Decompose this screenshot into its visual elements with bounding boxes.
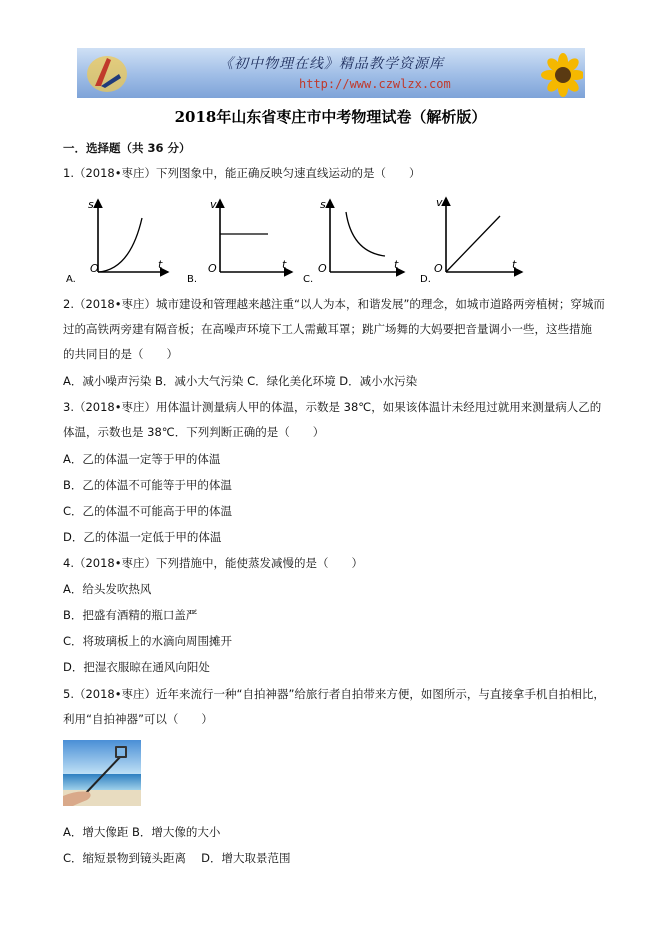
- question-3-option-c: C．乙的体温不可能高于甲的体温: [63, 504, 233, 518]
- graph-b: [187, 198, 292, 285]
- graph-d-xlabel: t: [512, 258, 517, 271]
- question-5-line-2: 利用“自拍神器”可以（ ）: [63, 712, 213, 726]
- selfie-stick-photo: [63, 740, 141, 806]
- question-5-options-2: C．缩短景物到镜头距离 D．增大取景范围: [63, 851, 291, 865]
- question-4-option-b: B．把盛有酒精的瓶口盖严: [63, 608, 198, 622]
- banner-url: http://www.czwlzx.com: [299, 77, 451, 91]
- question-5-options-1: A．增大像距 B．增大像的大小: [63, 825, 221, 839]
- question-3-line-2: 体温，示数也是 38℃．下列判断正确的是（ ）: [63, 425, 325, 439]
- question-3-option-b: B．乙的体温不可能等于甲的体温: [63, 478, 232, 492]
- sunflower-icon: [525, 52, 583, 98]
- question-1-graphs: [60, 190, 530, 286]
- graph-d-origin: O: [434, 262, 443, 275]
- section-heading: 一．选择题（共 36 分）: [63, 141, 191, 155]
- graph-a-origin: O: [90, 262, 99, 275]
- graph-a-option: A.: [66, 274, 76, 285]
- graph-c-option: C.: [303, 274, 314, 285]
- question-4-stem: 4.（2018•枣庄）下列措施中，能使蒸发减慢的是（ ）: [63, 556, 364, 570]
- question-4-option-a: A．给头发吹热风: [63, 582, 152, 596]
- graph-c-ylabel: s: [320, 198, 326, 211]
- graph-a-xlabel: t: [158, 258, 163, 271]
- question-3-option-d: D．乙的体温一定低于甲的体温: [63, 530, 222, 544]
- question-5-line-1: 5.（2018•枣庄）近年来流行一种“自拍神器”给旅行者自拍带来方便，如图所示，与直接拿手机自拍相比，: [63, 687, 605, 701]
- graph-b-origin: O: [208, 262, 217, 275]
- question-4-option-c: C．将玻璃板上的水滴向周围摊开: [63, 634, 233, 648]
- logo-icon: [85, 52, 129, 94]
- graph-a-ylabel: s: [88, 198, 94, 211]
- question-3-line-1: 3.（2018•枣庄）用体温计测量病人甲的体温，示数是 38℃，如果该体温计未经甩过就用来测量病人乙的: [63, 400, 602, 414]
- graph-d-ylabel: v: [436, 196, 443, 209]
- question-2-options: A．减小噪声污染 B．减小大气污染 C．绿化美化环境 D．减小水污染: [63, 374, 418, 388]
- graph-a: [66, 198, 168, 285]
- question-2-line-3: 的共同目的是（ ）: [63, 347, 178, 361]
- graph-d: [420, 196, 522, 285]
- document-title: 2018年山东省枣庄市中考物理试卷（解析版）: [174, 108, 487, 126]
- banner-title: 《初中物理在线》精品教学资源库: [219, 56, 444, 72]
- graph-d-option: D.: [420, 274, 431, 285]
- graph-c-origin: O: [318, 262, 327, 275]
- header-banner: [77, 48, 585, 98]
- question-4-option-d: D．把湿衣服晾在通风向阳处: [63, 660, 210, 674]
- graph-c: [303, 198, 404, 285]
- graph-b-ylabel: v: [210, 198, 217, 211]
- graph-b-option: B.: [187, 274, 198, 285]
- graph-b-xlabel: t: [282, 258, 287, 271]
- question-3-option-a: A．乙的体温一定等于甲的体温: [63, 452, 221, 466]
- question-1-stem: 1.（2018•枣庄）下列图象中，能正确反映匀速直线运动的是（ ）: [63, 166, 421, 180]
- question-2-line-2: 过的高铁两旁建有隔音板；在高噪声环境下工人需戴耳罩；跳广场舞的大妈要把音量调小一些，这些措施: [63, 322, 592, 336]
- graph-c-xlabel: t: [394, 258, 399, 271]
- question-2-line-1: 2.（2018•枣庄）城市建设和管理越来越注重“以人为本，和谐发展”的理念，如城市道路两旁植树；穿城而: [63, 297, 605, 311]
